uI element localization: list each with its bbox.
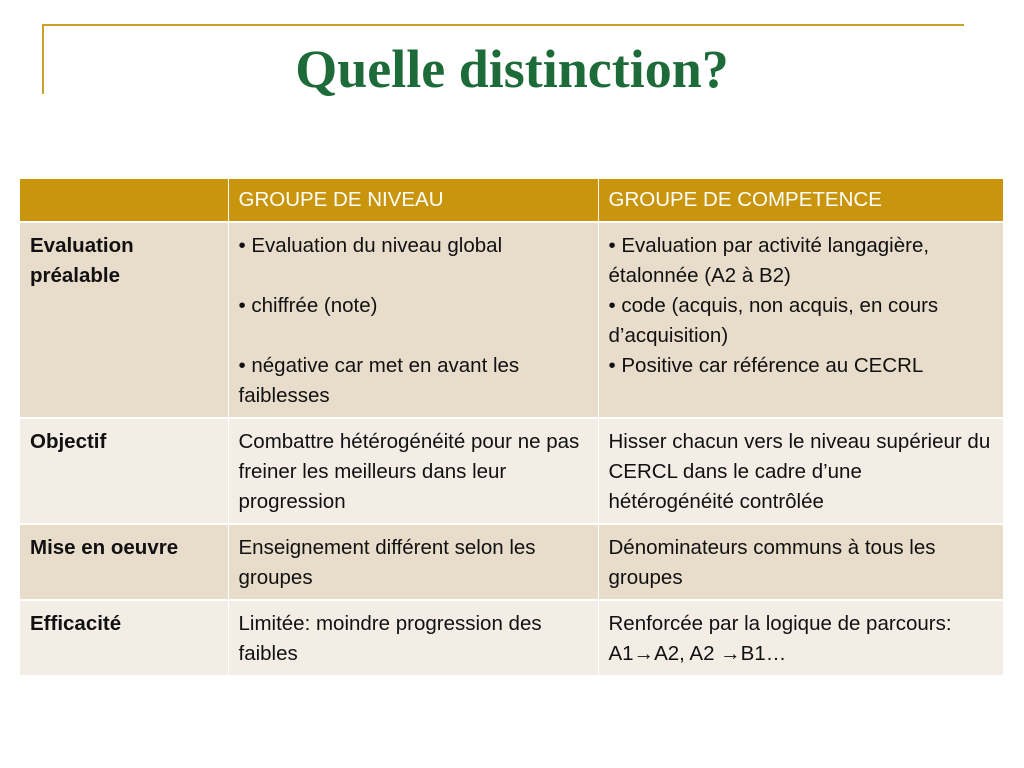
table-row <box>20 418 1003 524</box>
header-empty-cell <box>20 179 228 222</box>
decorative-top-rule <box>42 24 964 26</box>
slide-title: Quelle distinction? <box>295 39 729 99</box>
bullet-item: • négative car met en avant les faiblesses <box>238 354 520 407</box>
bullet-item: • Positive car référence au CECRL <box>608 354 924 377</box>
cell-niveau-evaluation <box>228 222 598 418</box>
row-label-text: Evaluation préalable <box>30 234 134 287</box>
cell-niveau-objectif: Combattre hétérogénéité pour ne pas freiner les meilleurs dans leur progression <box>228 418 598 524</box>
header-groupe-de-competence: GROUPE DE COMPETENCE <box>598 179 1003 222</box>
cell-competence-evaluation <box>598 222 1003 418</box>
table-row <box>20 524 1003 600</box>
table-row <box>20 600 1003 676</box>
row-label-mise-en-oeuvre: Mise en oeuvre <box>20 524 228 600</box>
row-label-objectif: Objectif <box>20 418 228 524</box>
bullet-item: • code (acquis, non acquis, en cours d’acquisition) <box>608 294 939 347</box>
table-header-row <box>20 179 1003 222</box>
comparison-table <box>20 179 1004 677</box>
header-groupe-de-niveau: GROUPE DE NIVEAU <box>228 179 598 222</box>
bullet-item: • Evaluation par activité langagière, étalonnée (A2 à B2) <box>608 234 930 287</box>
cell-competence-objectif: Hisser chacun vers le niveau supérieur du CERCL dans le cadre d’une hétérogénéité contrôlée <box>598 418 1003 524</box>
cell-competence-mise-en-oeuvre: Dénominateurs communs à tous les groupes <box>598 524 1003 600</box>
bullet-item: • Evaluation du niveau global <box>238 234 503 257</box>
row-label-efficacite: Efficacité <box>20 600 228 676</box>
cell-competence-efficacite: Renforcée par la logique de parcours: A1→A2, A2 →B1… <box>598 600 1003 676</box>
bullet-item: • chiffrée (note) <box>238 294 378 317</box>
spacer <box>239 321 588 351</box>
table-row <box>20 222 1003 418</box>
spacer <box>239 261 588 291</box>
cell-niveau-efficacite: Limitée: moindre progression des faibles <box>228 600 598 676</box>
row-label-evaluation-prealable <box>20 222 228 418</box>
cell-niveau-mise-en-oeuvre: Enseignement différent selon les groupes <box>228 524 598 600</box>
